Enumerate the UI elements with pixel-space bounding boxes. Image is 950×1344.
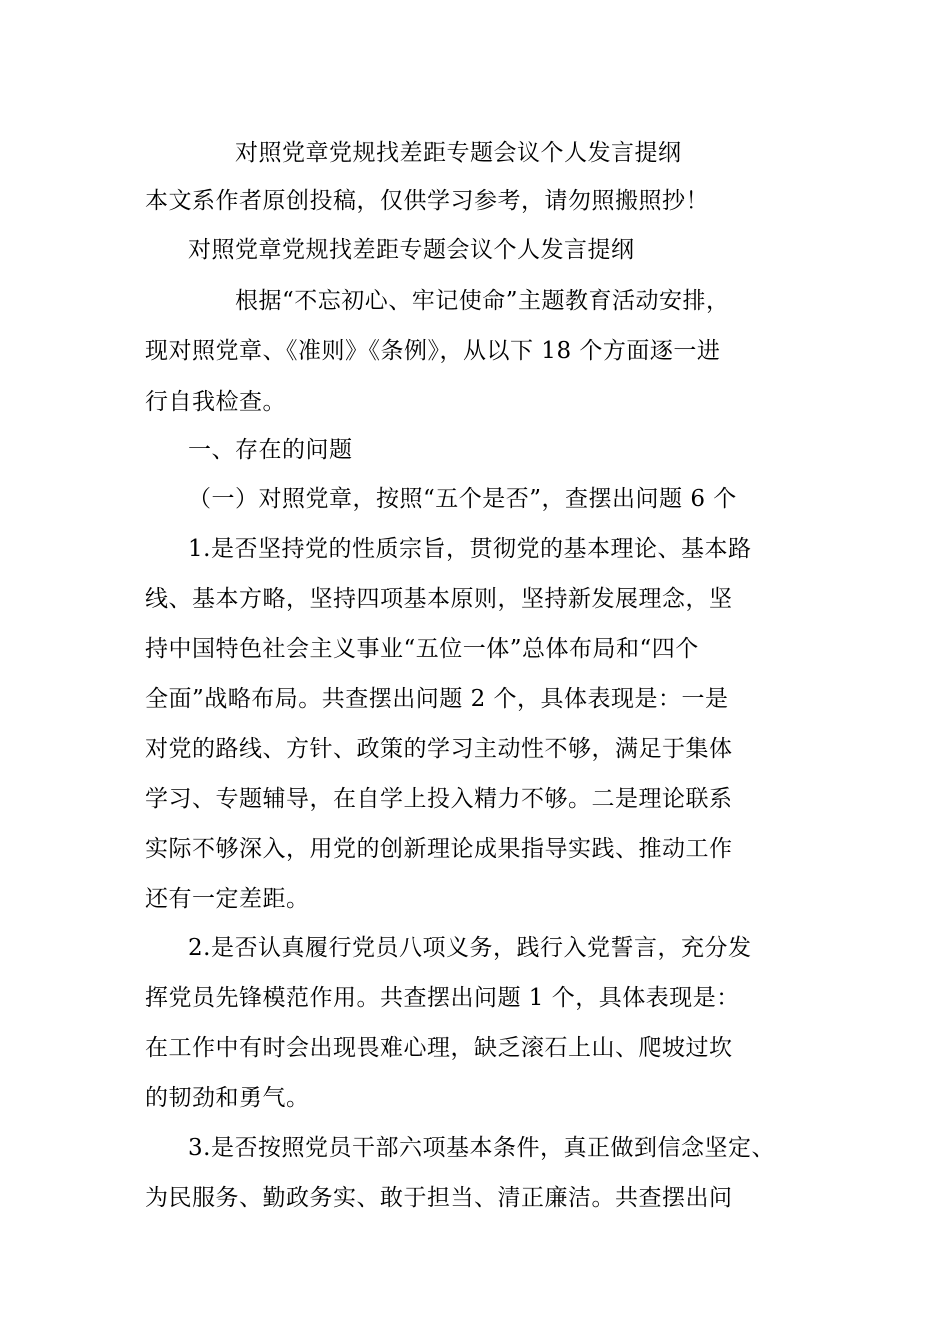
intro-line: 行自我检查。 [145,389,286,415]
item1-line: 全面”战略布局。共查摆出问题 2 个，具体表现是：一是 [145,686,729,712]
item1-line: 1.是否坚持党的性质宗旨，贯彻党的基本理论、基本路 [188,536,752,562]
item3-line: 为民服务、勤政务实、敢于担当、清正廉洁。共查摆出问 [145,1185,733,1211]
document-title: 对照党章党规找差距专题会议个人发言提纲 [235,140,682,166]
intro-line: 现对照党章、《准则》《条例》，从以下 18 个方面逐一进 [145,338,721,364]
item1-line: 线、基本方略，坚持四项基本原则，坚持新发展理念，坚 [145,586,733,612]
item2-line: 2.是否认真履行党员八项义务，践行入党誓言，充分发 [188,935,752,961]
item2-line: 在工作中有时会出现畏难心理，缺乏滚石上山、爬坡过坎 [145,1035,733,1061]
item3-line: 3.是否按照党员干部六项基本条件，真正做到信念坚定、 [188,1135,775,1161]
subsection-heading: （一）对照党章，按照“五个是否”，查摆出问题 6 个 [188,486,737,512]
section-heading: 一、存在的问题 [188,437,353,463]
intro-line: 根据“不忘初心、牢记使命”主题教育活动安排， [235,288,730,314]
copyright-notice: 本文系作者原创投稿，仅供学习参考，请勿照搬照抄！ [145,188,709,214]
item1-line: 学习、专题辅导，在自学上投入精力不够。二是理论联系 [145,786,733,812]
item1-line: 实际不够深入，用党的创新理论成果指导实践、推动工作 [145,836,733,862]
item1-line: 持中国特色社会主义事业“五位一体”总体布局和“四个 [145,636,699,662]
item2-line: 的韧劲和勇气。 [145,1085,310,1111]
item1-line: 对党的路线、方针、政策的学习主动性不够，满足于集体 [145,736,733,762]
item2-line: 挥党员先锋模范作用。共查摆出问题 1 个，具体表现是： [145,985,740,1011]
document-subtitle: 对照党章党规找差距专题会议个人发言提纲 [188,237,635,263]
item1-line: 还有一定差距。 [145,886,310,912]
